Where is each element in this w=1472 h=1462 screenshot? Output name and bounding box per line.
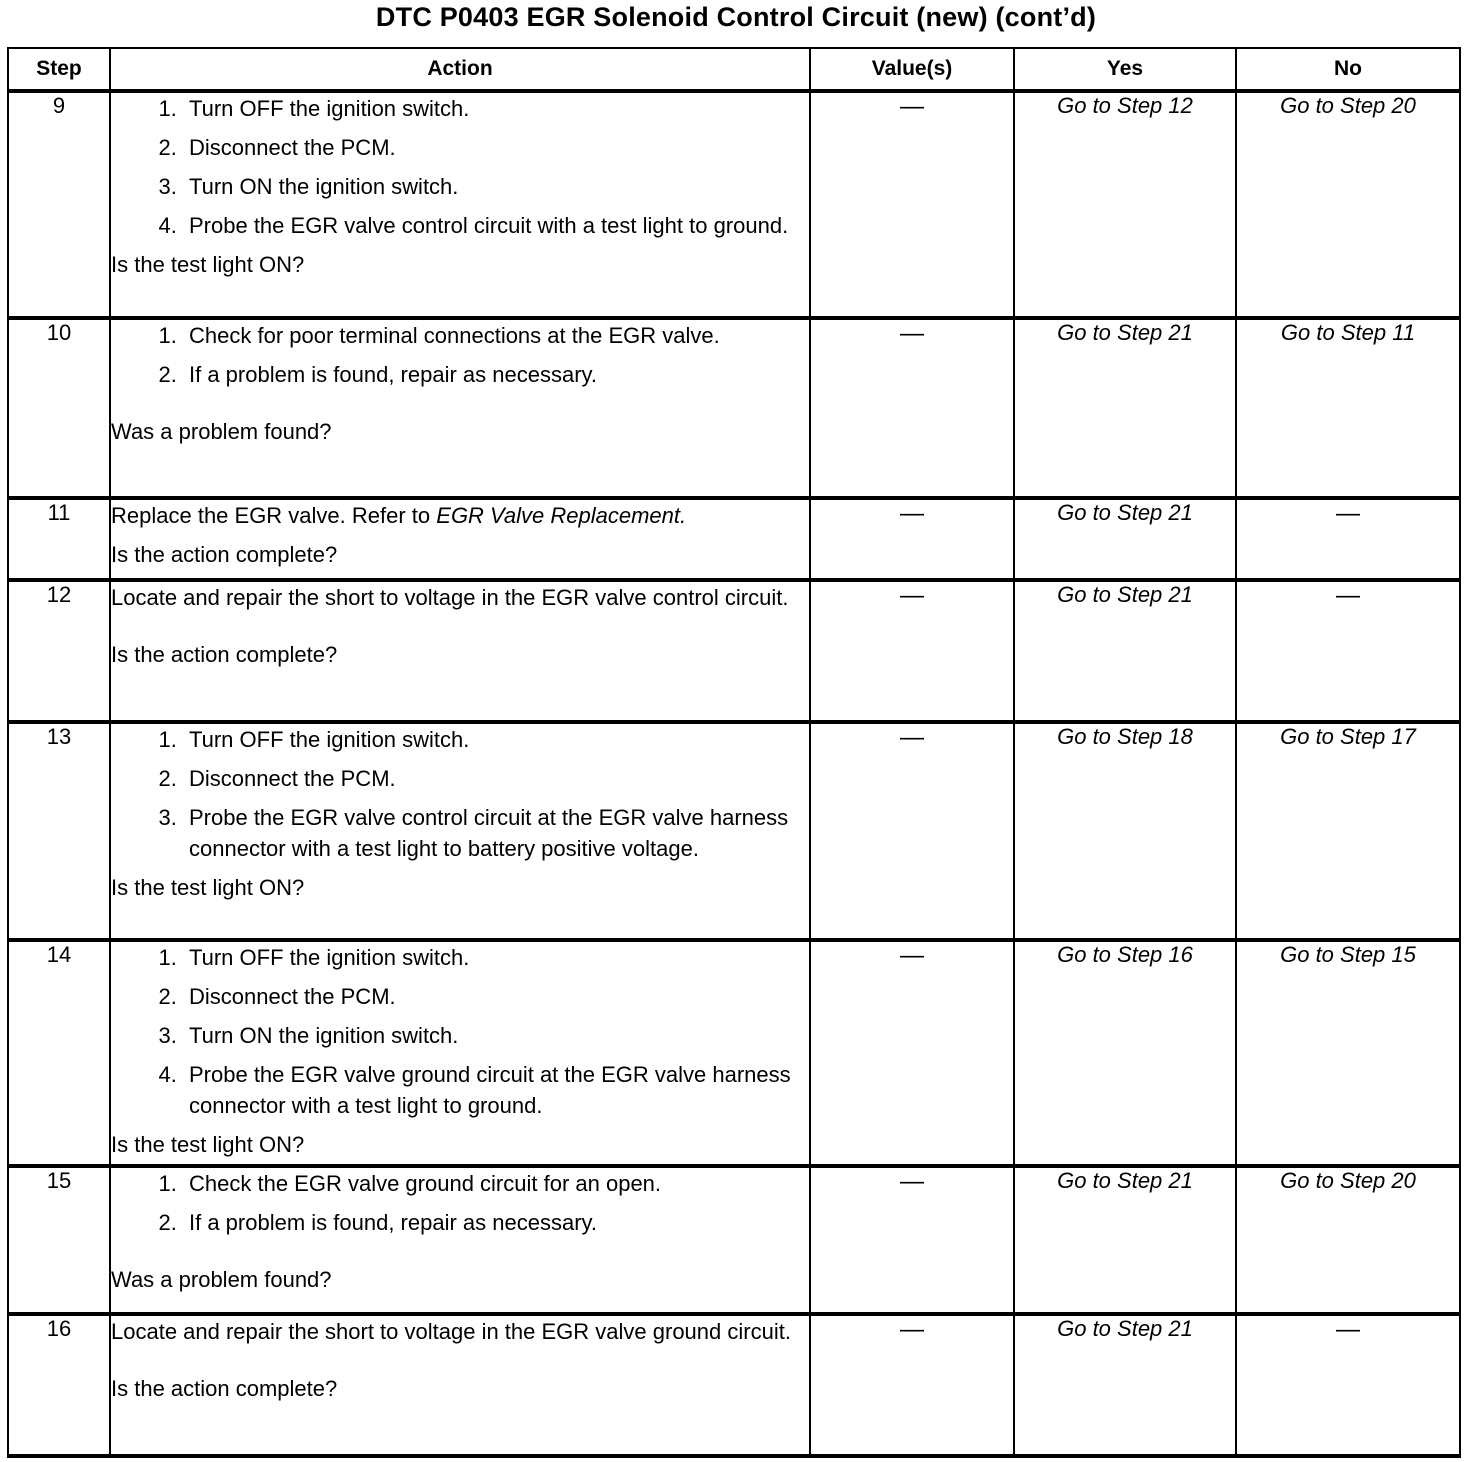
action-step: 2. Disconnect the PCM. (183, 132, 809, 163)
action-step: 4. Probe the EGR valve control circuit with a test light to ground. (183, 210, 809, 241)
no-cell: — (1236, 1314, 1460, 1456)
step-number: 9 (8, 91, 110, 318)
action-cell (110, 1166, 810, 1314)
action-step: 1. Check the EGR valve ground circuit for an open. (183, 1168, 809, 1199)
no-cell: — (1236, 498, 1460, 580)
action-cell (110, 91, 810, 318)
step-number: 10 (8, 318, 110, 498)
yes-cell: Go to Step 21 (1014, 498, 1236, 580)
diagnostic-table (7, 47, 1461, 1458)
table-row (8, 1314, 1460, 1456)
no-cell: Go to Step 20 (1236, 1166, 1460, 1314)
value-cell: — (810, 722, 1014, 940)
action-steps (111, 1168, 809, 1238)
action-cell (110, 318, 810, 498)
header-step: Step (8, 48, 110, 91)
action-question: Was a problem found? (111, 1267, 332, 1292)
action-steps (111, 724, 809, 864)
action-step: 2. Disconnect the PCM. (183, 981, 809, 1012)
table-row (8, 91, 1460, 318)
value-cell: — (810, 91, 1014, 318)
value-cell: — (810, 1166, 1014, 1314)
step-number: 16 (8, 1314, 110, 1456)
action-step: 1. Turn OFF the ignition switch. (183, 93, 809, 124)
action-text: Locate and repair the short to voltage in the EGR valve control circuit. (111, 585, 789, 610)
action-cell (110, 498, 810, 580)
header-no: No (1236, 48, 1460, 91)
step-number: 12 (8, 580, 110, 722)
no-cell: Go to Step 20 (1236, 91, 1460, 318)
header-yes: Yes (1014, 48, 1236, 91)
value-cell: — (810, 580, 1014, 722)
action-step: 2. If a problem is found, repair as necessary. (183, 1207, 809, 1238)
action-steps (111, 320, 809, 390)
action-cell (110, 722, 810, 940)
action-question: Is the action complete? (111, 1376, 338, 1401)
action-text-plain: Replace the EGR valve. Refer to (111, 503, 437, 528)
action-steps (111, 942, 809, 1121)
action-step: 2. If a problem is found, repair as necessary. (183, 359, 809, 390)
yes-cell: Go to Step 12 (1014, 91, 1236, 318)
action-steps (111, 93, 809, 241)
action-question: Is the test light ON? (111, 1132, 305, 1157)
action-step: 3. Turn ON the ignition switch. (183, 1020, 809, 1051)
no-cell: Go to Step 17 (1236, 722, 1460, 940)
action-step: 3. Turn ON the ignition switch. (183, 171, 809, 202)
table-row (8, 498, 1460, 580)
header-values: Value(s) (810, 48, 1014, 91)
table-row (8, 722, 1460, 940)
yes-cell: Go to Step 21 (1014, 1314, 1236, 1456)
action-question: Is the test light ON? (111, 252, 305, 277)
action-question: Is the action complete? (111, 642, 338, 667)
action-reference: EGR Valve Replacement. (436, 503, 687, 528)
yes-cell: Go to Step 16 (1014, 940, 1236, 1166)
value-cell: — (810, 1314, 1014, 1456)
action-cell (110, 1314, 810, 1456)
header-row (8, 48, 1460, 91)
no-cell: Go to Step 15 (1236, 940, 1460, 1166)
table-row (8, 940, 1460, 1166)
action-step: 1. Turn OFF the ignition switch. (183, 724, 809, 755)
action-step: 4. Probe the EGR valve ground circuit at the EGR valve harness connector with a test light to ground. (183, 1059, 809, 1121)
value-cell: — (810, 498, 1014, 580)
yes-cell: Go to Step 21 (1014, 580, 1236, 722)
step-number: 13 (8, 722, 110, 940)
yes-cell: Go to Step 18 (1014, 722, 1236, 940)
yes-cell: Go to Step 21 (1014, 1166, 1236, 1314)
page-title: DTC P0403 EGR Solenoid Control Circuit (new) (cont’d) (375, 2, 1097, 32)
value-cell: — (810, 318, 1014, 498)
action-step: 2. Disconnect the PCM. (183, 763, 809, 794)
table-row (8, 318, 1460, 498)
action-text (111, 500, 809, 531)
header-action: Action (110, 48, 810, 91)
action-step: 1. Turn OFF the ignition switch. (183, 942, 809, 973)
action-step: 1. Check for poor terminal connections at the EGR valve. (183, 320, 809, 351)
yes-cell: Go to Step 21 (1014, 318, 1236, 498)
step-number: 15 (8, 1166, 110, 1314)
table-row (8, 580, 1460, 722)
action-text: Locate and repair the short to voltage in the EGR valve ground circuit. (111, 1319, 791, 1344)
action-cell (110, 580, 810, 722)
action-cell (110, 940, 810, 1166)
no-cell: Go to Step 11 (1236, 318, 1460, 498)
action-step: 3. Probe the EGR valve control circuit at the EGR valve harness connector with a test light to battery positive voltage. (183, 802, 809, 864)
action-question: Is the action complete? (111, 542, 338, 567)
table-row (8, 1166, 1460, 1314)
step-number: 11 (8, 498, 110, 580)
no-cell: — (1236, 580, 1460, 722)
action-question: Is the test light ON? (111, 875, 305, 900)
step-number: 14 (8, 940, 110, 1166)
action-question: Was a problem found? (111, 419, 332, 444)
value-cell: — (810, 940, 1014, 1166)
